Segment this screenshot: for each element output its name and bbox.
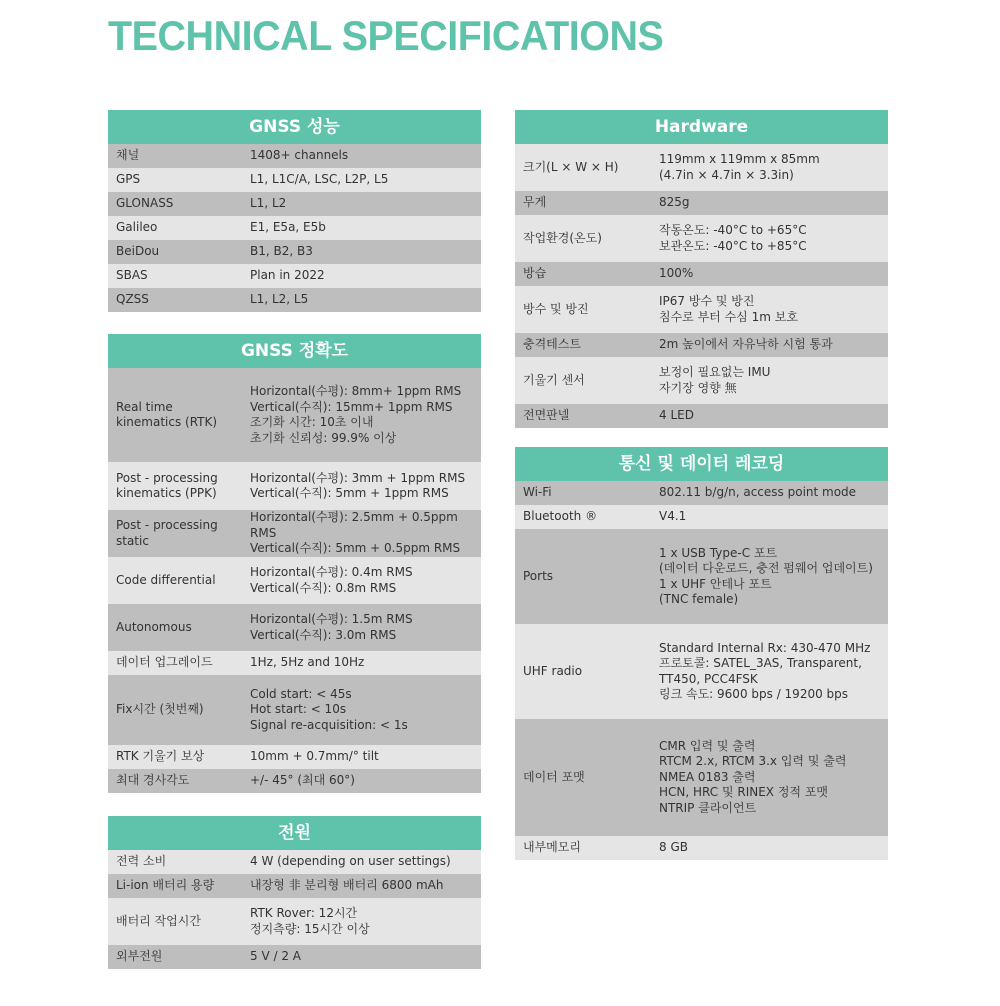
spec-row: [515, 191, 888, 215]
spec-label: Code differential: [116, 572, 216, 587]
spec-row: [515, 719, 888, 836]
spec-value: Horizontal(수평): 2.5mm + 0.5ppm RMS Vertical(수직): 5mm + 0.5ppm RMS: [250, 510, 461, 556]
spec-label: 채널: [116, 148, 140, 163]
spec-value: IP67 방수 및 방진 침수로 부터 수심 1m 보호: [659, 294, 798, 324]
spec-label: 작업환경(온도): [523, 230, 602, 245]
spec-value: Cold start: < 45s Hot start: < 10s Signal re-acquisition: < 1s: [250, 686, 408, 732]
spec-row: [108, 675, 481, 745]
spec-value: Standard Internal Rx: 430-470 MHz 프로토콜: SATEL_3AS, Transparent, TT450, PCC4FSK 링크 속도: 9600 bps / 19200 bps: [659, 640, 871, 701]
spec-label: SBAS: [116, 268, 148, 283]
section-gnss-performance: [108, 110, 481, 310]
spec-label: 기울기 센서: [523, 372, 585, 387]
spec-value: 802.11 b/g/n, access point mode: [659, 485, 857, 500]
spec-label: 충격테스트: [523, 337, 581, 352]
spec-row: [108, 651, 481, 675]
spec-row: [108, 240, 481, 264]
spec-value: 5 V / 2 A: [250, 949, 301, 964]
spec-row: [108, 192, 481, 216]
spec-row: [515, 262, 888, 286]
spec-label: GLONASS: [116, 196, 174, 211]
spec-row: [108, 510, 481, 557]
section-communication: [515, 447, 888, 860]
spec-value: 1Hz, 5Hz and 10Hz: [250, 655, 365, 670]
spec-label: Wi-Fi: [523, 485, 552, 500]
spec-row: [108, 769, 481, 793]
spec-label: Real time kinematics (RTK): [116, 399, 218, 429]
spec-label: Autonomous: [116, 619, 192, 634]
spec-value: CMR 입력 및 출력 RTCM 2.x, RTCM 3.x 입력 및 출력 NMEA 0183 출력 HCN, HRC 및 RINEX 정적 포맷 NTRIP 클라이언트: [659, 738, 847, 815]
spec-value: +/- 45° (최대 60°): [250, 773, 355, 788]
spec-label: Ports: [523, 568, 554, 583]
spec-label: 데이터 포맷: [523, 769, 585, 784]
spec-value: L1, L1C/A, LSC, L2P, L5: [250, 172, 389, 187]
spec-row: [108, 288, 481, 312]
section-power: [108, 816, 481, 969]
spec-row: [515, 404, 888, 428]
spec-label: 배터리 작업시간: [116, 913, 201, 928]
spec-label: 전력 소비: [116, 854, 167, 869]
spec-row: [108, 144, 481, 168]
spec-value: 보정이 필요없는 IMU 자기장 영향 無: [659, 365, 771, 395]
page-title: TECHNICAL SPECIFICATIONS: [108, 12, 664, 59]
spec-row: [108, 557, 481, 604]
spec-value: L1, L2: [250, 196, 287, 211]
section-header: 통신 및 데이터 레코딩: [515, 447, 888, 481]
spec-label: BeiDou: [116, 244, 160, 259]
spec-row: [108, 874, 481, 898]
spec-value: Horizontal(수평): 0.4m RMS Vertical(수직): 0.8m RMS: [250, 565, 413, 595]
spec-row: [108, 945, 481, 969]
spec-label: 전면판넬: [523, 408, 570, 423]
spec-label: QZSS: [116, 292, 149, 307]
spec-label: 무게: [523, 195, 547, 210]
spec-value: E1, E5a, E5b: [250, 220, 326, 235]
spec-row: [515, 481, 888, 505]
spec-value: 1408+ channels: [250, 148, 349, 163]
section-header: GNSS 정확도: [108, 334, 481, 368]
spec-label: 외부전원: [116, 949, 163, 964]
spec-row: [108, 604, 481, 651]
spec-value: Horizontal(수평): 3mm + 1ppm RMS Vertical(수직): 5mm + 1ppm RMS: [250, 470, 466, 500]
spec-label: Post - processing static: [116, 518, 218, 548]
spec-label: RTK 기울기 보상: [116, 749, 205, 764]
spec-row: [515, 215, 888, 262]
spec-row: [108, 745, 481, 769]
spec-label: Fix시간 (첫번째): [116, 702, 204, 717]
spec-label: Li-ion 배터리 용량: [116, 878, 215, 893]
section-header: 전원: [108, 816, 481, 850]
spec-row: [515, 836, 888, 860]
spec-value: 825g: [659, 195, 690, 210]
spec-value: 100%: [659, 266, 694, 281]
spec-value: B1, B2, B3: [250, 244, 313, 259]
spec-label: 크기(L × W × H): [523, 159, 619, 174]
spec-row: [515, 529, 888, 624]
spec-row: [108, 216, 481, 240]
spec-value: 10mm + 0.7mm/° tilt: [250, 749, 379, 764]
left-column: [108, 110, 481, 969]
spec-value: 작동온도: -40°C to +65°C 보관온도: -40°C to +85°C: [659, 223, 807, 253]
spec-value: 2m 높이에서 자유낙하 시험 통과: [659, 337, 833, 352]
spec-row: [515, 357, 888, 404]
spec-row: [108, 898, 481, 945]
spec-value: Horizontal(수평): 8mm+ 1ppm RMS Vertical(수직): 15mm+ 1ppm RMS 조기화 시간: 10초 이내 초기화 신뢰성: 99.9% 이상: [250, 384, 462, 445]
spec-row: [108, 264, 481, 288]
spec-label: 내부메모리: [523, 840, 581, 855]
section-gnss-accuracy: [108, 334, 481, 793]
spec-label: 방습: [523, 266, 547, 281]
spec-row: [515, 624, 888, 719]
spec-label: Galileo: [116, 220, 158, 235]
spec-label: Post - processing kinematics (PPK): [116, 470, 218, 500]
section-header: Hardware: [515, 110, 888, 144]
spec-label: GPS: [116, 172, 141, 187]
spec-value: 내장형 非 분리형 배터리 6800 mAh: [250, 878, 444, 893]
right-column: [515, 110, 888, 860]
spec-row: [108, 462, 481, 510]
spec-row: [515, 144, 888, 191]
spec-value: Plan in 2022: [250, 268, 325, 283]
spec-value: V4.1: [659, 509, 687, 524]
spec-row: [515, 505, 888, 529]
spec-label: UHF radio: [523, 663, 583, 678]
spec-value: 4 W (depending on user settings): [250, 854, 451, 869]
spec-value: L1, L2, L5: [250, 292, 309, 307]
spec-row: [108, 850, 481, 874]
spec-value: RTK Rover: 12시간 정지측량: 15시간 이상: [250, 906, 370, 936]
spec-label: 방수 및 방진: [523, 301, 589, 316]
spec-value: Horizontal(수평): 1.5m RMS Vertical(수직): 3.0m RMS: [250, 612, 413, 642]
spec-row: [515, 333, 888, 357]
section-hardware: [515, 110, 888, 428]
spec-label: Bluetooth ®: [523, 509, 598, 524]
spec-label: 최대 경사각도: [116, 773, 190, 788]
spec-label: 데이터 업그레이드: [116, 655, 213, 670]
spec-row: [108, 368, 481, 462]
spec-value: 4 LED: [659, 408, 694, 423]
spec-row: [108, 168, 481, 192]
section-header: GNSS 성능: [108, 110, 481, 144]
spec-row: [515, 286, 888, 333]
spec-value: 8 GB: [659, 840, 688, 855]
spec-value: 119mm x 119mm x 85mm (4.7in × 4.7in × 3.3in): [659, 152, 820, 182]
spec-value: 1 x USB Type-C 포트 (데이터 다운로드, 충전 펌웨어 업데이트) 1 x UHF 안테나 포트 (TNC female): [659, 545, 873, 606]
